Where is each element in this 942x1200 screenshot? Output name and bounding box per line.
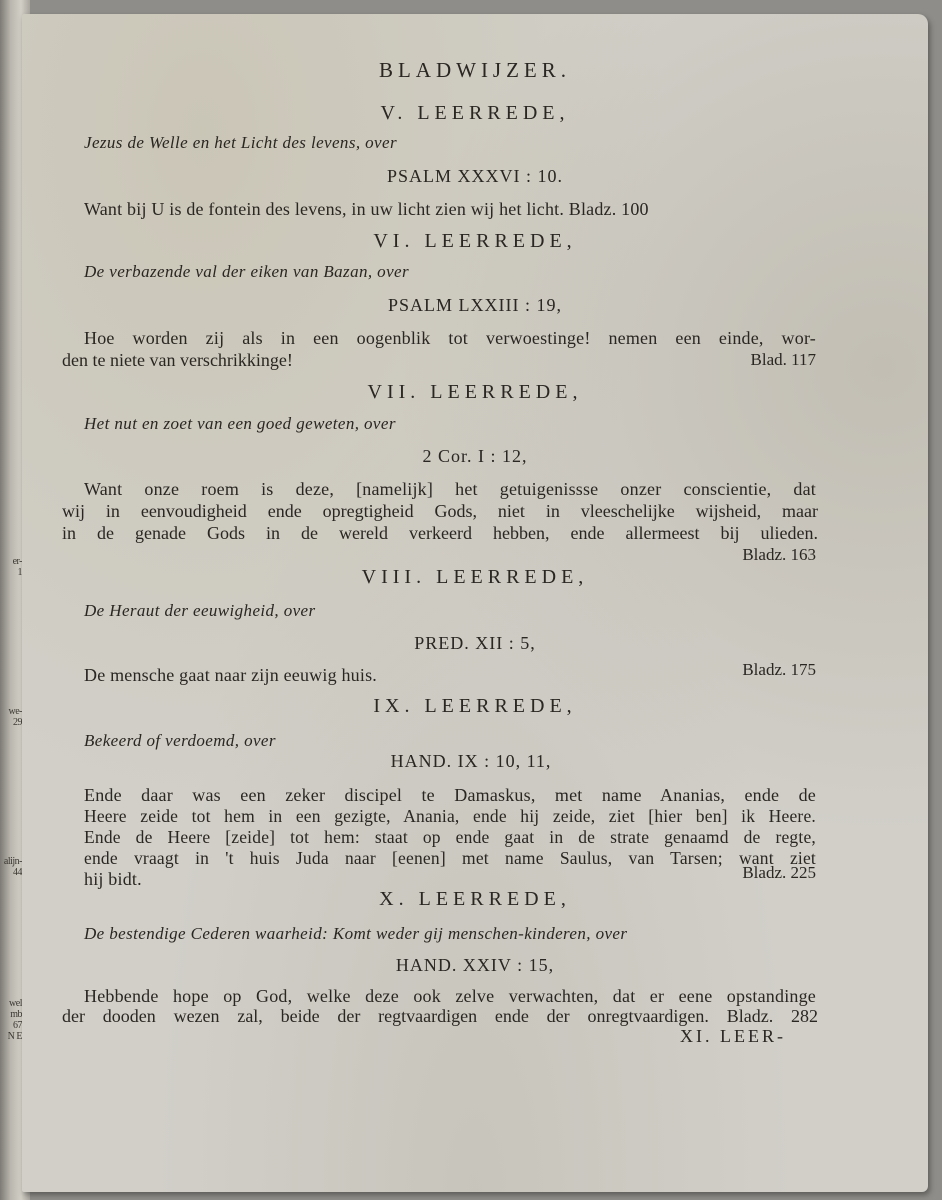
section-subtitle: De bestendige Cederen waarheid: Komt weder gij menschen-kinderen, over	[84, 924, 628, 943]
scripture-text-line: der dooden wezen zal, beide der regtvaardigen ende der onregtvaardigen. Bladz. 282	[62, 1006, 818, 1026]
scripture-reference: PSALM XXXVI : 10.	[386, 166, 563, 186]
section-heading: VII. LEERREDE,	[367, 381, 583, 403]
scripture-reference: HAND. XXIV : 15,	[395, 955, 555, 975]
section-subtitle: De Heraut der eeuwigheid, over	[84, 601, 316, 620]
scripture-text-line: Hoe worden zij als in een oogenblik tot verwoestinge! nemen een einde, wor-	[84, 328, 816, 348]
page-number: Bladz. 175	[742, 660, 816, 679]
page-title: BLADWIJZER.	[378, 58, 572, 82]
scripture-text-line: ende vraagt in 't huis Juda naar [eenen] met name Saulus, van Tarsen; want ziet	[84, 848, 816, 868]
scripture-text-line: wij in eenvoudigheid ende opregtigheid Gods, niet in vleeschelijke wijsheid, maar	[62, 501, 818, 521]
section-subtitle: Bekeerd of verdoemd, over	[84, 731, 276, 750]
scripture-text-line: Ende de Heere [zeide] tot hem: staat op ende gaat in de strate genaamd de regte,	[84, 827, 816, 847]
scripture-text-line: den te niete van verschrikkinge!	[62, 350, 293, 370]
section-heading: X. LEERREDE,	[379, 888, 571, 910]
left-page-margin-text: wel mb 67 N E	[7, 998, 22, 1042]
section-heading: VI. LEERREDE,	[373, 230, 577, 252]
scripture-reference: PSALM LXXIII : 19,	[388, 295, 562, 315]
section-subtitle: Jezus de Welle en het Licht des levens, over	[84, 133, 397, 152]
section-subtitle: De verbazende val der eiken van Bazan, over	[84, 262, 409, 281]
scripture-text-line: Want bij U is de fontein des levens, in uw licht zien wij het licht. Bladz. 100	[84, 199, 649, 219]
scripture-text-line: Hebbende hope op God, welke deze ook zelve verwachten, dat er eene opstandinge	[84, 986, 816, 1006]
scripture-reference: PRED. XII : 5,	[414, 633, 536, 653]
section-heading: V. LEERREDE,	[380, 102, 570, 124]
left-page-margin-text: we- 29	[8, 706, 22, 728]
page-number: Bladz. 225	[742, 863, 816, 882]
scripture-text-line: in de genade Gods in de wereld verkeerd hebben, ende allermeest bij ulieden.	[62, 523, 818, 543]
scripture-text-line: hij bidt.	[84, 869, 142, 889]
catchword: XI. LEER-	[680, 1026, 786, 1046]
section-heading: IX. LEERREDE,	[373, 695, 577, 717]
scripture-text-line: Want onze roem is deze, [namelijk] het getuigenissse onzer conscientie, dat	[84, 479, 816, 499]
section-subtitle: Het nut en zoet van een goed geweten, over	[84, 414, 396, 433]
page-number: Blad. 117	[750, 350, 816, 369]
scripture-reference: HAND. IX : 10, 11,	[390, 751, 552, 771]
left-page-margin-text: er- 1	[12, 556, 22, 578]
scripture-text-line: Heere zeide tot hem in een gezigte, Anania, ende hij zeide, ziet [hier ben] ik Heere.	[84, 806, 816, 826]
left-page-margin-text: alijn- 44	[3, 856, 22, 878]
scripture-reference: 2 Cor. I : 12,	[422, 446, 528, 466]
scripture-text-line: Ende daar was een zeker discipel te Damaskus, met name Ananias, ende de	[84, 785, 816, 805]
section-heading: VIII. LEERREDE,	[361, 566, 589, 588]
scripture-text-line: De mensche gaat naar zijn eeuwig huis.	[84, 665, 377, 685]
page-number: Bladz. 163	[742, 545, 816, 564]
